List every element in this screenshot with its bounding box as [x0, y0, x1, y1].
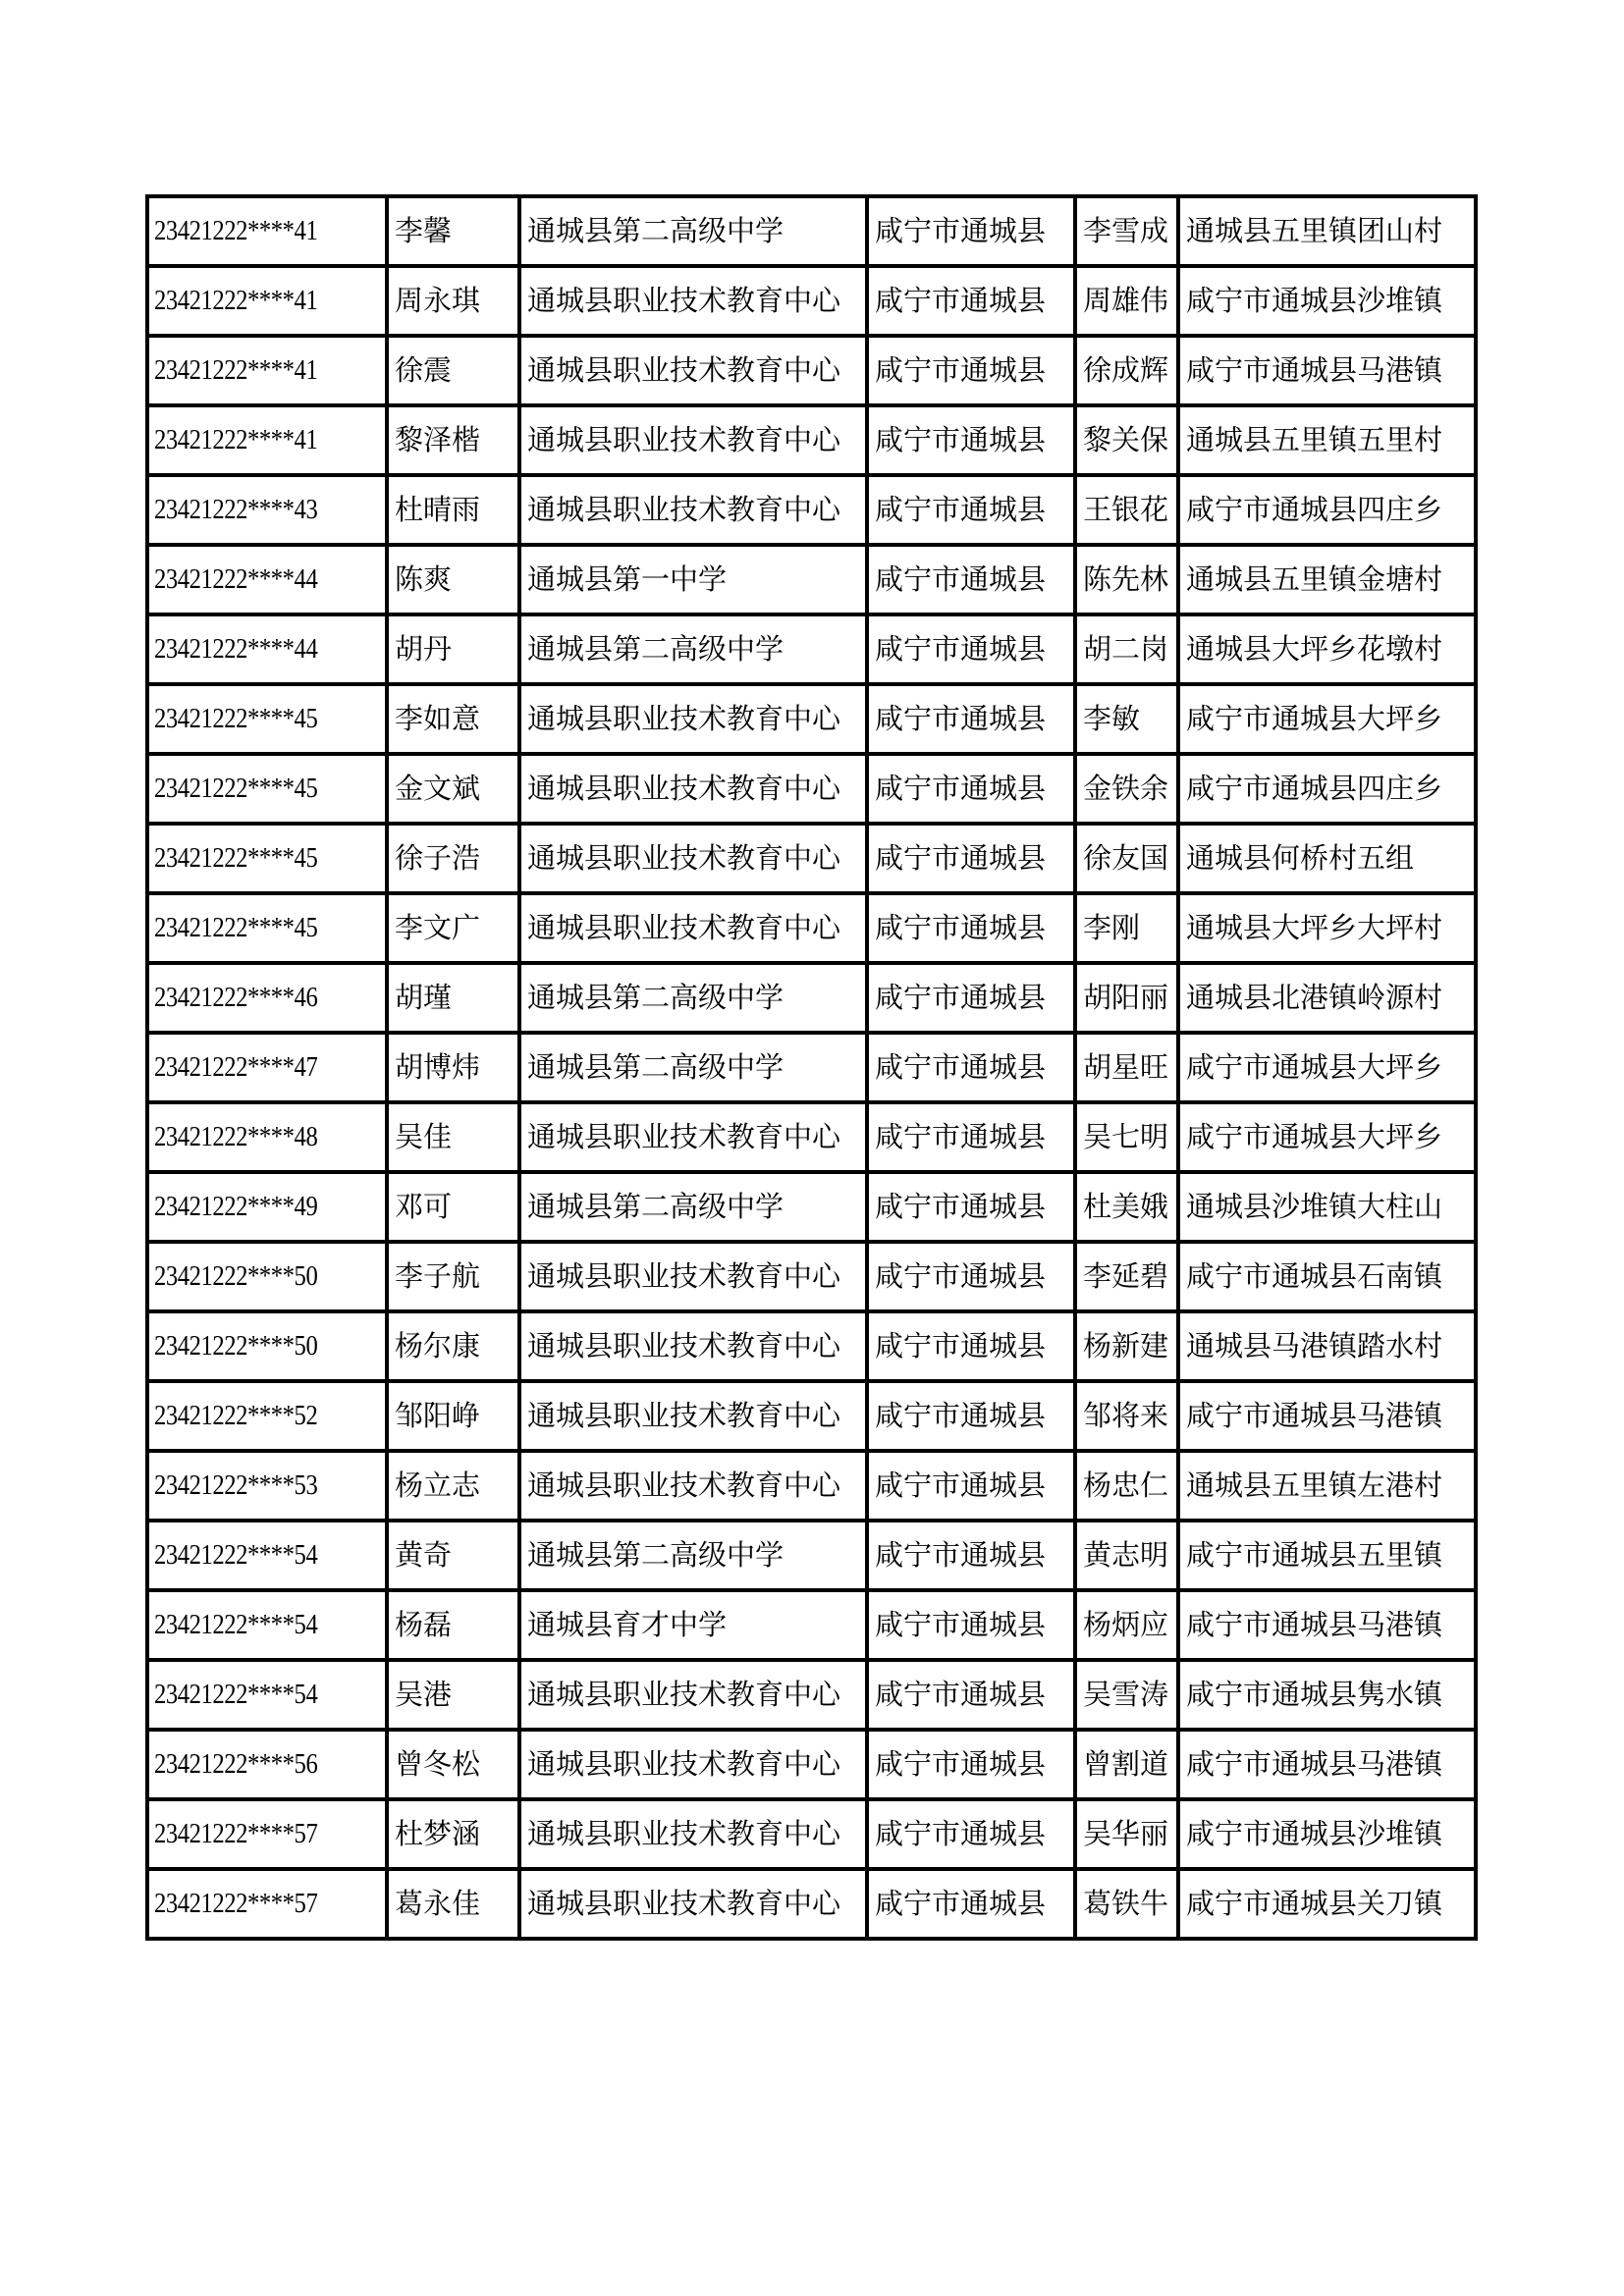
school-cell: 通城县职业技术教育中心 — [519, 475, 867, 545]
id-text: 23421222****45 — [154, 773, 318, 804]
student-name-cell: 邓可 — [387, 1172, 519, 1242]
school-cell: 通城县职业技术教育中心 — [519, 1869, 867, 1939]
school-cell: 通城县第二高级中学 — [519, 1033, 867, 1102]
address-cell: 咸宁市通城县大坪乡 — [1178, 1102, 1476, 1172]
region-cell: 咸宁市通城县 — [867, 824, 1075, 893]
table-row — [147, 1730, 1476, 1799]
student-name-cell: 杨立志 — [387, 1451, 519, 1521]
school-cell: 通城县职业技术教育中心 — [519, 266, 867, 336]
parent-name-cell: 胡二岗 — [1075, 614, 1178, 684]
id-cell — [147, 1869, 387, 1939]
student-name-cell: 李如意 — [387, 684, 519, 754]
table-row — [147, 1660, 1476, 1730]
id-cell — [147, 1381, 387, 1451]
student-name-cell: 杜晴雨 — [387, 475, 519, 545]
address-cell: 通城县何桥村五组 — [1178, 824, 1476, 893]
school-cell: 通城县职业技术教育中心 — [519, 1730, 867, 1799]
address-cell: 咸宁市通城县四庄乡 — [1178, 754, 1476, 824]
id-text: 23421222****45 — [154, 912, 318, 943]
id-cell — [147, 196, 387, 266]
parent-name-cell: 黄志明 — [1075, 1521, 1178, 1590]
student-name-cell: 邹阳峥 — [387, 1381, 519, 1451]
parent-name-cell: 王银花 — [1075, 475, 1178, 545]
school-cell: 通城县育才中学 — [519, 1590, 867, 1660]
table-row — [147, 545, 1476, 614]
parent-name-cell: 李延碧 — [1075, 1242, 1178, 1311]
student-name-cell: 胡瑾 — [387, 963, 519, 1033]
school-cell: 通城县第二高级中学 — [519, 1172, 867, 1242]
school-cell: 通城县第二高级中学 — [519, 1521, 867, 1590]
table-row — [147, 824, 1476, 893]
id-text: 23421222****49 — [154, 1191, 318, 1222]
region-cell: 咸宁市通城县 — [867, 1799, 1075, 1869]
parent-name-cell: 吴七明 — [1075, 1102, 1178, 1172]
student-name-cell: 吴港 — [387, 1660, 519, 1730]
address-cell: 通城县五里镇五里村 — [1178, 405, 1476, 475]
school-cell: 通城县职业技术教育中心 — [519, 1451, 867, 1521]
school-cell: 通城县职业技术教育中心 — [519, 405, 867, 475]
id-text: 23421222****50 — [154, 1260, 318, 1292]
id-cell — [147, 963, 387, 1033]
student-name-cell: 葛永佳 — [387, 1869, 519, 1939]
table-row — [147, 754, 1476, 824]
id-cell — [147, 614, 387, 684]
table-row — [147, 1381, 1476, 1451]
table-row — [147, 196, 1476, 266]
id-cell — [147, 1451, 387, 1521]
school-cell: 通城县职业技术教育中心 — [519, 1102, 867, 1172]
id-text: 23421222****56 — [154, 1748, 318, 1780]
school-cell: 通城县职业技术教育中心 — [519, 1799, 867, 1869]
id-text: 23421222****47 — [154, 1051, 318, 1083]
parent-name-cell: 邹将来 — [1075, 1381, 1178, 1451]
id-text: 23421222****41 — [154, 424, 318, 455]
parent-name-cell: 周雄伟 — [1075, 266, 1178, 336]
student-name-cell: 徐子浩 — [387, 824, 519, 893]
address-cell: 通城县大坪乡花墩村 — [1178, 614, 1476, 684]
student-name-cell: 吴佳 — [387, 1102, 519, 1172]
parent-name-cell: 吴雪涛 — [1075, 1660, 1178, 1730]
id-cell — [147, 1521, 387, 1590]
address-cell: 通城县沙堆镇大柱山 — [1178, 1172, 1476, 1242]
table-body — [147, 196, 1476, 1939]
student-roster-table — [145, 194, 1478, 1941]
id-cell — [147, 1660, 387, 1730]
address-cell: 咸宁市通城县沙堆镇 — [1178, 1799, 1476, 1869]
region-cell: 咸宁市通城县 — [867, 1660, 1075, 1730]
table-row — [147, 1242, 1476, 1311]
parent-name-cell: 吴华丽 — [1075, 1799, 1178, 1869]
student-name-cell: 徐震 — [387, 336, 519, 405]
region-cell: 咸宁市通城县 — [867, 545, 1075, 614]
table-row — [147, 266, 1476, 336]
id-text: 23421222****45 — [154, 842, 318, 874]
table-row — [147, 475, 1476, 545]
address-cell: 咸宁市通城县马港镇 — [1178, 336, 1476, 405]
id-cell — [147, 893, 387, 963]
region-cell: 咸宁市通城县 — [867, 754, 1075, 824]
region-cell: 咸宁市通城县 — [867, 614, 1075, 684]
region-cell: 咸宁市通城县 — [867, 1033, 1075, 1102]
table-row — [147, 1869, 1476, 1939]
region-cell: 咸宁市通城县 — [867, 1242, 1075, 1311]
table-row — [147, 336, 1476, 405]
student-name-cell: 周永琪 — [387, 266, 519, 336]
id-text: 23421222****48 — [154, 1121, 318, 1152]
school-cell: 通城县职业技术教育中心 — [519, 1660, 867, 1730]
table-row — [147, 1799, 1476, 1869]
region-cell: 咸宁市通城县 — [867, 1521, 1075, 1590]
parent-name-cell: 黎关保 — [1075, 405, 1178, 475]
address-cell: 通城县北港镇岭源村 — [1178, 963, 1476, 1033]
address-cell: 咸宁市通城县大坪乡 — [1178, 1033, 1476, 1102]
region-cell: 咸宁市通城县 — [867, 336, 1075, 405]
student-name-cell: 李子航 — [387, 1242, 519, 1311]
parent-name-cell: 杜美娥 — [1075, 1172, 1178, 1242]
id-text: 23421222****44 — [154, 633, 318, 665]
region-cell: 咸宁市通城县 — [867, 475, 1075, 545]
school-cell: 通城县职业技术教育中心 — [519, 893, 867, 963]
address-cell: 咸宁市通城县四庄乡 — [1178, 475, 1476, 545]
address-cell: 通城县五里镇团山村 — [1178, 196, 1476, 266]
id-cell — [147, 1730, 387, 1799]
region-cell: 咸宁市通城县 — [867, 266, 1075, 336]
student-name-cell: 李文广 — [387, 893, 519, 963]
parent-name-cell: 胡阳丽 — [1075, 963, 1178, 1033]
id-cell — [147, 1311, 387, 1381]
school-cell: 通城县职业技术教育中心 — [519, 684, 867, 754]
school-cell: 通城县第一中学 — [519, 545, 867, 614]
id-text: 23421222****54 — [154, 1539, 318, 1571]
id-text: 23421222****52 — [154, 1400, 318, 1431]
address-cell: 咸宁市通城县沙堆镇 — [1178, 266, 1476, 336]
table-row — [147, 614, 1476, 684]
region-cell: 咸宁市通城县 — [867, 1311, 1075, 1381]
address-cell: 咸宁市通城县马港镇 — [1178, 1381, 1476, 1451]
table-row — [147, 1451, 1476, 1521]
student-name-cell: 杨磊 — [387, 1590, 519, 1660]
parent-name-cell: 徐友国 — [1075, 824, 1178, 893]
id-cell — [147, 1799, 387, 1869]
table-row — [147, 963, 1476, 1033]
parent-name-cell: 金铁余 — [1075, 754, 1178, 824]
id-cell — [147, 1033, 387, 1102]
id-text: 23421222****46 — [154, 982, 318, 1013]
school-cell: 通城县职业技术教育中心 — [519, 1311, 867, 1381]
school-cell: 通城县第二高级中学 — [519, 196, 867, 266]
address-cell: 通城县五里镇左港村 — [1178, 1451, 1476, 1521]
address-cell: 咸宁市通城县五里镇 — [1178, 1521, 1476, 1590]
school-cell: 通城县职业技术教育中心 — [519, 1242, 867, 1311]
address-cell: 咸宁市通城县马港镇 — [1178, 1590, 1476, 1660]
student-name-cell: 曾冬松 — [387, 1730, 519, 1799]
parent-name-cell: 葛铁牛 — [1075, 1869, 1178, 1939]
id-cell — [147, 545, 387, 614]
id-text: 23421222****44 — [154, 563, 318, 595]
id-text: 23421222****50 — [154, 1330, 318, 1362]
student-name-cell: 陈爽 — [387, 545, 519, 614]
student-name-cell: 黄奇 — [387, 1521, 519, 1590]
region-cell: 咸宁市通城县 — [867, 1172, 1075, 1242]
student-name-cell: 李馨 — [387, 196, 519, 266]
address-cell: 通城县五里镇金塘村 — [1178, 545, 1476, 614]
id-text: 23421222****45 — [154, 703, 318, 734]
region-cell: 咸宁市通城县 — [867, 963, 1075, 1033]
parent-name-cell: 曾割道 — [1075, 1730, 1178, 1799]
table-row — [147, 893, 1476, 963]
id-cell — [147, 405, 387, 475]
student-name-cell: 杨尔康 — [387, 1311, 519, 1381]
id-text: 23421222****41 — [154, 354, 318, 386]
school-cell: 通城县职业技术教育中心 — [519, 336, 867, 405]
student-name-cell: 杜梦涵 — [387, 1799, 519, 1869]
region-cell: 咸宁市通城县 — [867, 1451, 1075, 1521]
region-cell: 咸宁市通城县 — [867, 196, 1075, 266]
table-row — [147, 1521, 1476, 1590]
parent-name-cell: 李雪成 — [1075, 196, 1178, 266]
id-text: 23421222****41 — [154, 285, 318, 316]
student-name-cell: 黎泽楷 — [387, 405, 519, 475]
table-row — [147, 1590, 1476, 1660]
region-cell: 咸宁市通城县 — [867, 893, 1075, 963]
id-cell — [147, 1172, 387, 1242]
id-cell — [147, 1590, 387, 1660]
table-row — [147, 1033, 1476, 1102]
student-name-cell: 金文斌 — [387, 754, 519, 824]
school-cell: 通城县职业技术教育中心 — [519, 754, 867, 824]
table-row — [147, 405, 1476, 475]
id-cell — [147, 684, 387, 754]
address-cell: 咸宁市通城县石南镇 — [1178, 1242, 1476, 1311]
region-cell: 咸宁市通城县 — [867, 1730, 1075, 1799]
table-row — [147, 1311, 1476, 1381]
address-cell: 咸宁市通城县大坪乡 — [1178, 684, 1476, 754]
address-cell: 通城县马港镇踏水村 — [1178, 1311, 1476, 1381]
parent-name-cell: 徐成辉 — [1075, 336, 1178, 405]
parent-name-cell: 李刚 — [1075, 893, 1178, 963]
student-name-cell: 胡丹 — [387, 614, 519, 684]
id-text: 23421222****54 — [154, 1609, 318, 1640]
school-cell: 通城县职业技术教育中心 — [519, 1381, 867, 1451]
id-text: 23421222****54 — [154, 1679, 318, 1710]
address-cell: 咸宁市通城县隽水镇 — [1178, 1660, 1476, 1730]
id-cell — [147, 1242, 387, 1311]
id-text: 23421222****57 — [154, 1888, 318, 1919]
id-cell — [147, 1102, 387, 1172]
id-cell — [147, 475, 387, 545]
id-text: 23421222****43 — [154, 494, 318, 525]
parent-name-cell: 杨忠仁 — [1075, 1451, 1178, 1521]
id-text: 23421222****41 — [154, 215, 318, 246]
table-row — [147, 1102, 1476, 1172]
table-row — [147, 1172, 1476, 1242]
region-cell: 咸宁市通城县 — [867, 405, 1075, 475]
address-cell: 通城县大坪乡大坪村 — [1178, 893, 1476, 963]
school-cell: 通城县第二高级中学 — [519, 963, 867, 1033]
parent-name-cell: 陈先林 — [1075, 545, 1178, 614]
id-text: 23421222****57 — [154, 1818, 318, 1849]
id-cell — [147, 266, 387, 336]
address-cell: 咸宁市通城县马港镇 — [1178, 1730, 1476, 1799]
region-cell: 咸宁市通城县 — [867, 1102, 1075, 1172]
parent-name-cell: 李敏 — [1075, 684, 1178, 754]
region-cell: 咸宁市通城县 — [867, 1590, 1075, 1660]
region-cell: 咸宁市通城县 — [867, 684, 1075, 754]
parent-name-cell: 杨炳应 — [1075, 1590, 1178, 1660]
parent-name-cell: 杨新建 — [1075, 1311, 1178, 1381]
region-cell: 咸宁市通城县 — [867, 1381, 1075, 1451]
table-row — [147, 684, 1476, 754]
region-cell: 咸宁市通城县 — [867, 1869, 1075, 1939]
parent-name-cell: 胡星旺 — [1075, 1033, 1178, 1102]
id-cell — [147, 754, 387, 824]
school-cell: 通城县第二高级中学 — [519, 614, 867, 684]
school-cell: 通城县职业技术教育中心 — [519, 824, 867, 893]
id-cell — [147, 336, 387, 405]
address-cell: 咸宁市通城县关刀镇 — [1178, 1869, 1476, 1939]
id-text: 23421222****53 — [154, 1469, 318, 1501]
id-cell — [147, 824, 387, 893]
student-name-cell: 胡博炜 — [387, 1033, 519, 1102]
